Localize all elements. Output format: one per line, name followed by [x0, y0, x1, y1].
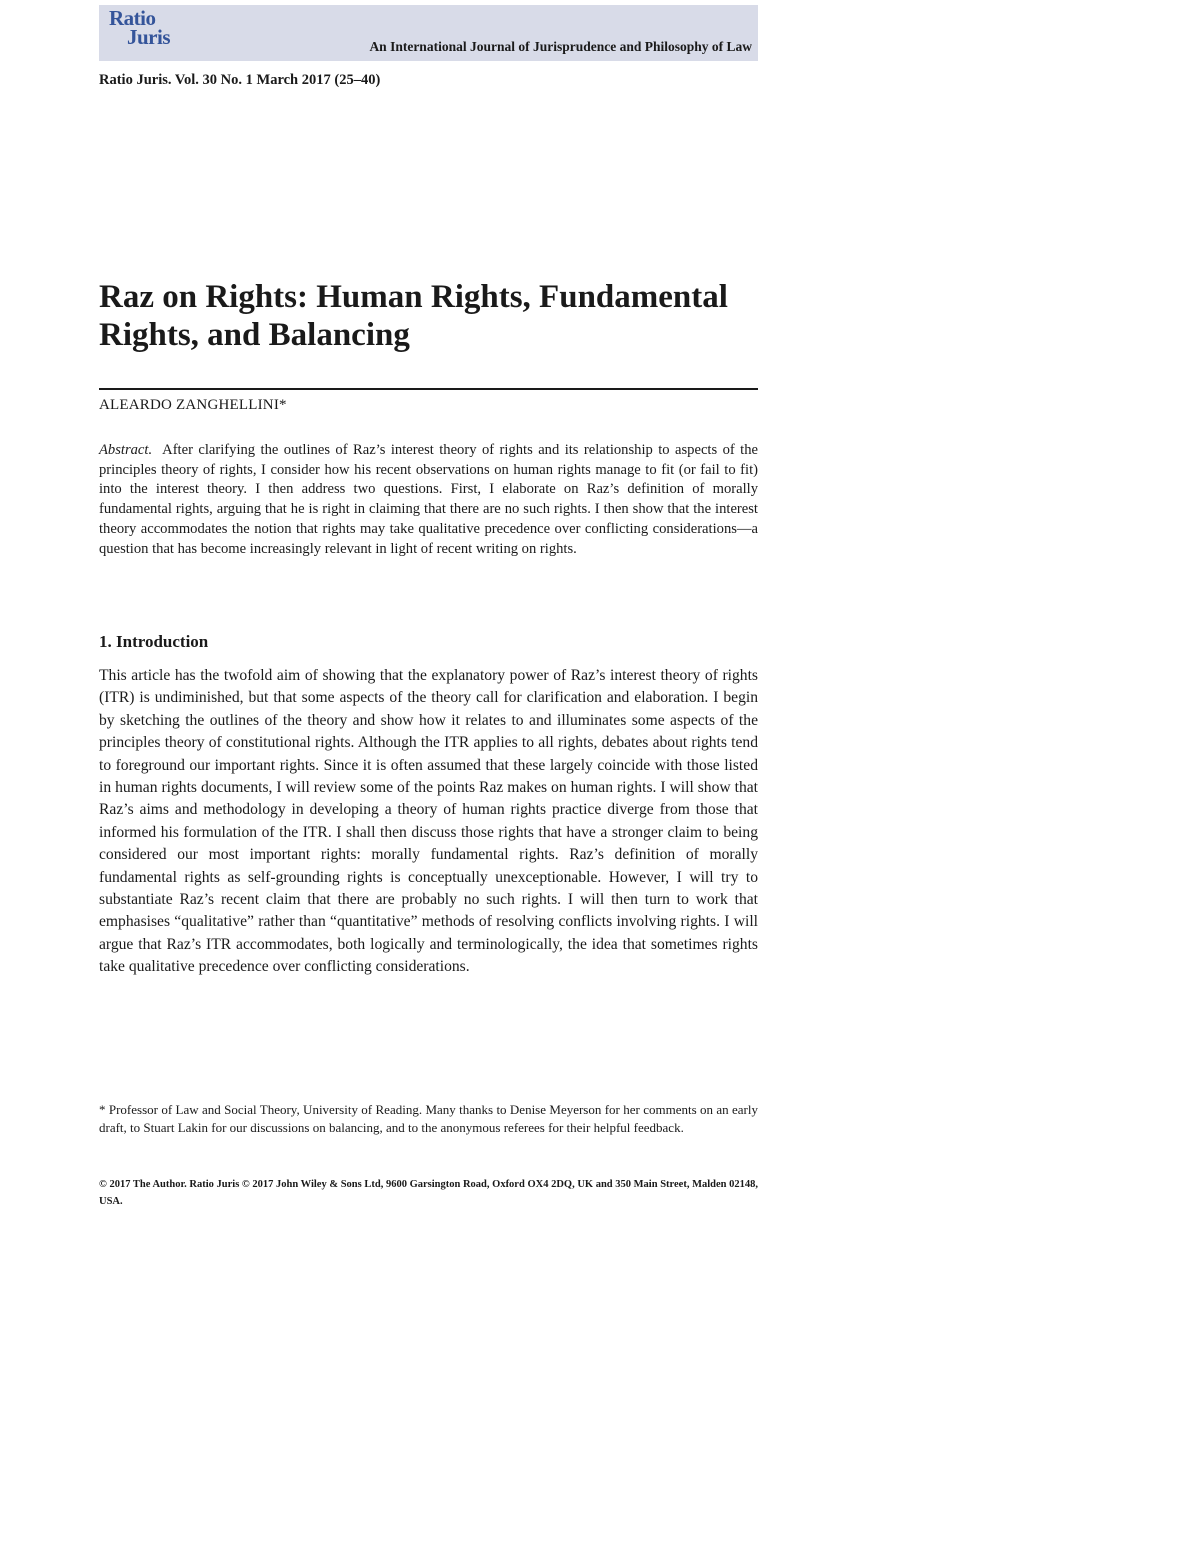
logo-line-1: Ratio — [109, 6, 156, 30]
article-title: Raz on Rights: Human Rights, Fundamental Rights, and Balancing — [99, 279, 728, 353]
journal-tagline: An International Journal of Jurisprudence and Philosophy of Law — [369, 39, 752, 54]
footnote: * Professor of Law and Social Theory, University of Reading. Many thanks to Denise Meyerson for her comments on an early draft, to Stuart Lakin for our discussions on balancing, and to the anonymous referees for their helpful feedback. — [99, 1102, 758, 1136]
article-author: ALEARDO ZANGHELLINI* — [99, 397, 287, 413]
journal-logo — [109, 6, 171, 49]
abstract-text: After clarifying the outlines of Raz’s interest theory of rights and its relationship to aspects of the principles theory of rights, I consider how his recent observations on human rights manage to fit (or fail to fit) into the interest theory. I then address two questions. First, I elaborate on Raz’s definition of morally fundamental rights, arguing that he is right in claiming that there are no such rights. I then show that the interest theory accommodates the notion that rights may take qualitative precedence over conflicting considerations—a question that has become increasingly relevant in light of recent writing on rights. — [99, 442, 758, 557]
copyright-notice: © 2017 The Author. Ratio Juris © 2017 John Wiley & Sons Ltd, 9600 Garsington Road, Oxford OX4 2DQ, UK and 350 Main Street, Malden 02148, USA. — [99, 1179, 758, 1207]
abstract — [99, 441, 758, 559]
logo-line-2: Juris — [127, 25, 171, 49]
section-heading: 1. Introduction — [99, 632, 209, 651]
abstract-label: Abstract. — [99, 442, 153, 458]
section-body: This article has the twofold aim of showing that the explanatory power of Raz’s interest theory of rights (ITR) is undiminished, but that some aspects of the theory call for clarification and elaboration. I begin by sketching the outlines of the theory and show how it relates to and illuminates some aspects of the principles theory of constitutional rights. Although the ITR applies to all rights, debates about rights tend to foreground our important rights. Since it is often assumed that these largely coincide with those listed in human rights documents, I will review some of the points Raz makes on human rights. I will show that Raz’s aims and methodology in developing a theory of human rights practice diverge from those that informed his formulation of the ITR. I shall then discuss those rights that have a stronger claim to being considered our most important rights: morally fundamental rights. Raz’s definition of morally fundamental rights as self-grounding rights is conceptually unexceptionable. However, I will try to substantiate Raz’s recent claim that there are probably no such rights. I will then turn to work that emphasises “qualitative” rather than “quantitative” methods of resolving conflicts involving rights. I will argue that Raz’s ITR accommodates, both logically and terminologically, the idea that sometimes rights take qualitative precedence over conflicting considerations. — [99, 667, 758, 976]
journal-citation: Ratio Juris. Vol. 30 No. 1 March 2017 (25–40) — [99, 72, 381, 88]
title-rule — [99, 388, 758, 390]
journal-header-band — [99, 5, 758, 61]
